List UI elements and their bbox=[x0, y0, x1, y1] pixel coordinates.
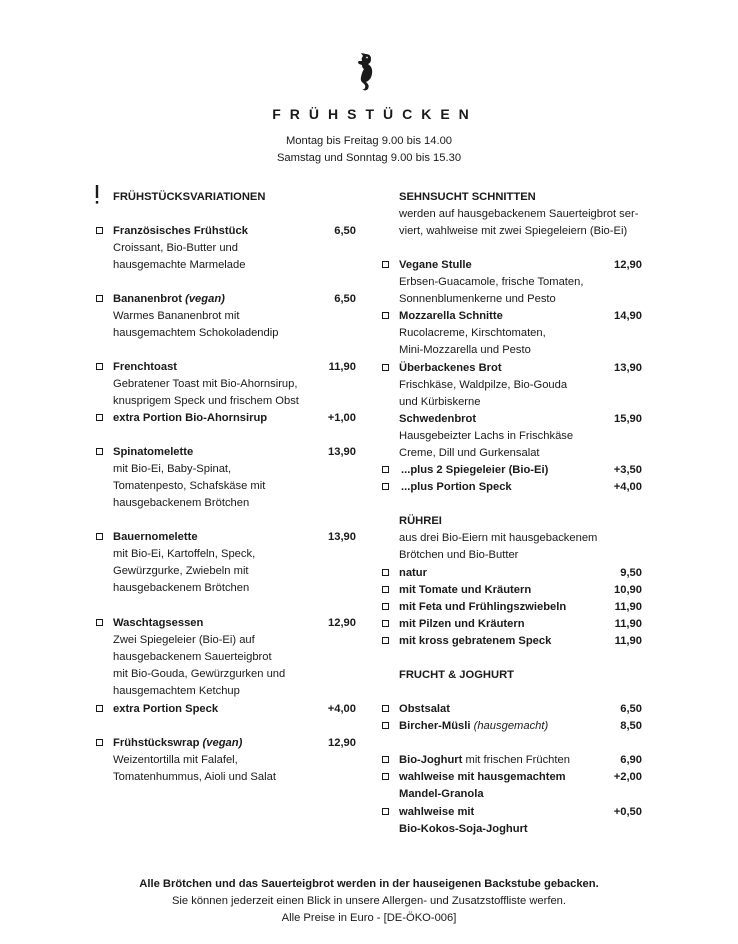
item-desc: Zwei Spiegeleier (Bio-Ei) auf bbox=[113, 634, 255, 646]
item-price: 11,90 bbox=[328, 361, 356, 373]
checkbox-icon bbox=[382, 620, 389, 627]
item-price: 15,90 bbox=[614, 413, 642, 425]
item-price: +1,00 bbox=[327, 412, 356, 424]
item-desc: Hausgebeizter Lachs in Frischkäse bbox=[399, 430, 574, 442]
item-name: extra Portion Bio-Ahornsirup bbox=[113, 412, 268, 424]
item-price: 6,50 bbox=[334, 225, 356, 237]
menu-item bbox=[94, 735, 356, 786]
section-heading-variationen: FRÜHSTÜCKSVARIATIONEN bbox=[113, 191, 266, 203]
menu-item bbox=[380, 633, 642, 650]
item-name: mit kross gebratenem Speck bbox=[399, 635, 552, 647]
menu-item-extra bbox=[94, 410, 356, 427]
seahorse-logo-icon bbox=[352, 50, 380, 94]
menu-item bbox=[380, 308, 642, 359]
checkbox-icon bbox=[382, 756, 389, 763]
checkbox-icon bbox=[96, 295, 103, 302]
footer-allergen-note: Sie können jederzeit einen Blick in unsere Allergen- und Zusatzstoffliste werfen. bbox=[171, 895, 567, 907]
item-name: Mozzarella Schnitte bbox=[399, 310, 503, 322]
item-name: ...plus 2 Spiegeleier (Bio-Ei) bbox=[401, 464, 549, 476]
item-price: 13,90 bbox=[328, 531, 356, 543]
item-desc: Croissant, Bio-Butter und bbox=[113, 242, 238, 254]
item-price: +4,00 bbox=[327, 703, 356, 715]
menu-item-extra bbox=[380, 462, 642, 479]
item-desc: Rucolacreme, Kirschtomaten, bbox=[399, 327, 546, 339]
checkbox-icon bbox=[96, 363, 103, 370]
section-heading-ruehrei: RÜHREI bbox=[399, 515, 442, 527]
item-desc: Gewürzgurke, Zwiebeln mit bbox=[113, 565, 249, 577]
item-name: Frühstückswrap (vegan) bbox=[113, 737, 243, 749]
section-heading-frucht: FRUCHT & JOGHURT bbox=[399, 669, 514, 681]
section-intro bbox=[399, 206, 642, 240]
item-name: Bio-Joghurt mit frischen Früchten bbox=[399, 754, 570, 766]
item-desc: hausgebackenem Sauerteigbrot bbox=[113, 651, 272, 663]
menu-item bbox=[380, 257, 642, 308]
menu-item bbox=[380, 616, 642, 633]
menu-item bbox=[380, 701, 642, 718]
item-price: 9,50 bbox=[620, 567, 642, 579]
section-intro bbox=[399, 530, 642, 564]
checkbox-icon bbox=[382, 466, 389, 473]
item-name: Spinatomelette bbox=[113, 446, 194, 458]
item-name: ...plus Portion Speck bbox=[401, 481, 512, 493]
item-price: 6,50 bbox=[334, 293, 356, 305]
checkbox-icon bbox=[382, 808, 389, 815]
menu-item bbox=[380, 804, 642, 838]
item-name: Schwedenbrot bbox=[399, 413, 477, 425]
menu-item-extra bbox=[380, 479, 642, 496]
item-name: Frenchtoast bbox=[113, 361, 178, 373]
item-price: +2,00 bbox=[613, 771, 642, 783]
item-price: 10,90 bbox=[614, 584, 642, 596]
item-name: wahlweise mit hausgemachtem bbox=[399, 771, 566, 783]
item-desc: hausgemachtem Schokoladendip bbox=[113, 327, 279, 339]
hours-weekend: Samstag und Sonntag 9.00 bis 15.30 bbox=[276, 152, 462, 164]
item-desc: Tomatenpesto, Schafskäse mit bbox=[113, 480, 266, 492]
item-price: 12,90 bbox=[328, 617, 356, 629]
menu-item bbox=[380, 411, 642, 462]
item-desc: hausgebackenem Brötchen bbox=[113, 582, 250, 594]
checkbox-icon bbox=[382, 586, 389, 593]
checkbox-icon bbox=[382, 722, 389, 729]
intro-line: viert, wahlweise mit zwei Spiegeleiern (Bio-Ei) bbox=[399, 225, 628, 237]
item-price: 14,90 bbox=[614, 310, 642, 322]
checkbox-icon bbox=[96, 619, 103, 626]
item-price: 12,90 bbox=[328, 737, 356, 749]
item-desc: hausgemachte Marmelade bbox=[113, 259, 246, 271]
item-desc: Weizentortilla mit Falafel, bbox=[113, 754, 238, 766]
intro-line: werden auf hausgebackenem Sauerteigbrot ser- bbox=[399, 208, 639, 220]
item-desc: Gebratener Toast mit Bio-Ahornsirup, bbox=[113, 378, 298, 390]
checkbox-icon bbox=[382, 312, 389, 319]
section-heading-schnitten: SEHNSUCHT SCHNITTEN bbox=[399, 191, 536, 203]
item-desc: hausgebackenem Brötchen bbox=[113, 497, 250, 509]
item-name: mit Pilzen und Kräutern bbox=[399, 618, 525, 630]
item-desc: Sonnenblumenkerne und Pesto bbox=[399, 293, 556, 305]
item-desc: Erbsen-Guacamole, frische Tomaten, bbox=[399, 276, 584, 288]
menu-item bbox=[94, 615, 356, 700]
item-price: +3,50 bbox=[613, 464, 642, 476]
menu-item bbox=[380, 360, 642, 411]
item-desc: Mandel-Granola bbox=[399, 788, 484, 800]
checkbox-icon bbox=[382, 603, 389, 610]
item-name: extra Portion Speck bbox=[113, 703, 219, 715]
item-price: 8,50 bbox=[620, 720, 642, 732]
item-price: +0,50 bbox=[613, 806, 642, 818]
item-price: 6,90 bbox=[620, 754, 642, 766]
intro-line: aus drei Bio-Eiern mit hausgebackenem bbox=[399, 532, 598, 544]
exclamation-icon bbox=[94, 185, 100, 205]
item-name: mit Feta und Frühlingszwiebeln bbox=[399, 601, 567, 613]
menu-item bbox=[380, 752, 642, 769]
item-price: 11,90 bbox=[614, 635, 642, 647]
menu-item bbox=[380, 769, 642, 803]
footer-price-note: Alle Preise in Euro - [DE-ÖKO-006] bbox=[281, 912, 457, 924]
opening-hours bbox=[0, 133, 738, 167]
item-desc: mit Bio-Gouda, Gewürzgurken und bbox=[113, 668, 286, 680]
item-desc: knusprigem Speck und frischem Obst bbox=[113, 395, 299, 407]
footer-bakery-note: Alle Brötchen und das Sauerteigbrot werden in der hauseigenen Backstube gebacken. bbox=[139, 878, 599, 890]
menu-item bbox=[94, 444, 356, 512]
menu-item bbox=[94, 223, 356, 274]
checkbox-icon bbox=[96, 227, 103, 234]
menu-item bbox=[380, 582, 642, 599]
item-desc: und Kürbiskerne bbox=[399, 396, 481, 408]
checkbox-icon bbox=[382, 483, 389, 490]
footer bbox=[0, 876, 738, 927]
item-desc: Bio-Kokos-Soja-Joghurt bbox=[399, 823, 528, 835]
item-name: Bircher-Müsli (hausgemacht) bbox=[399, 720, 549, 732]
checkbox-icon bbox=[382, 705, 389, 712]
item-price: 6,50 bbox=[620, 703, 642, 715]
item-price: +4,00 bbox=[613, 481, 642, 493]
menu-item bbox=[94, 359, 356, 410]
checkbox-icon bbox=[382, 569, 389, 576]
item-desc: Frischkäse, Waldpilze, Bio-Gouda bbox=[399, 379, 568, 391]
checkbox-icon bbox=[96, 533, 103, 540]
item-name: Bananenbrot (vegan) bbox=[113, 293, 225, 305]
menu-item bbox=[380, 718, 642, 735]
item-price: 12,90 bbox=[614, 259, 642, 271]
item-price: 13,90 bbox=[328, 446, 356, 458]
menu-item-extra bbox=[94, 701, 356, 718]
item-name: mit Tomate und Kräutern bbox=[399, 584, 532, 596]
item-desc: hausgemachtem Ketchup bbox=[113, 685, 240, 697]
item-desc: Tomatenhummus, Aioli und Salat bbox=[113, 771, 276, 783]
intro-line: Brötchen und Bio-Butter bbox=[399, 549, 519, 561]
checkbox-icon bbox=[382, 261, 389, 268]
item-price: 13,90 bbox=[614, 362, 642, 374]
item-price: 11,90 bbox=[614, 601, 642, 613]
item-desc: mit Bio-Ei, Kartoffeln, Speck, bbox=[113, 548, 256, 560]
item-name: wahlweise mit bbox=[399, 806, 475, 818]
hours-weekday: Montag bis Freitag 9.00 bis 14.00 bbox=[285, 135, 453, 147]
item-name: Vegane Stulle bbox=[399, 259, 472, 271]
checkbox-icon bbox=[382, 364, 389, 371]
item-desc: Mini-Mozzarella und Pesto bbox=[399, 344, 531, 356]
menu-item bbox=[94, 291, 356, 342]
checkbox-icon bbox=[96, 448, 103, 455]
item-price: 11,90 bbox=[614, 618, 642, 630]
item-name: Waschtagsessen bbox=[113, 617, 204, 629]
item-name: Überbackenes Brot bbox=[399, 362, 502, 374]
menu-item bbox=[380, 599, 642, 616]
menu-item bbox=[380, 565, 642, 582]
item-name: Obstsalat bbox=[399, 703, 450, 715]
checkbox-icon bbox=[96, 739, 103, 746]
checkbox-icon bbox=[382, 637, 389, 644]
item-name: Französisches Frühstück bbox=[113, 225, 248, 237]
page-title: FRÜHSTÜCKEN bbox=[272, 106, 478, 122]
item-desc: mit Bio-Ei, Baby-Spinat, bbox=[113, 463, 232, 475]
checkbox-icon bbox=[382, 773, 389, 780]
item-desc: Warmes Bananenbrot mit bbox=[113, 310, 240, 322]
item-name: natur bbox=[399, 567, 427, 579]
item-name: Bauernomelette bbox=[113, 531, 198, 543]
menu-item bbox=[94, 529, 356, 597]
item-desc: Creme, Dill und Gurkensalat bbox=[399, 447, 540, 459]
checkbox-icon bbox=[96, 705, 103, 712]
checkbox-icon bbox=[96, 414, 103, 421]
